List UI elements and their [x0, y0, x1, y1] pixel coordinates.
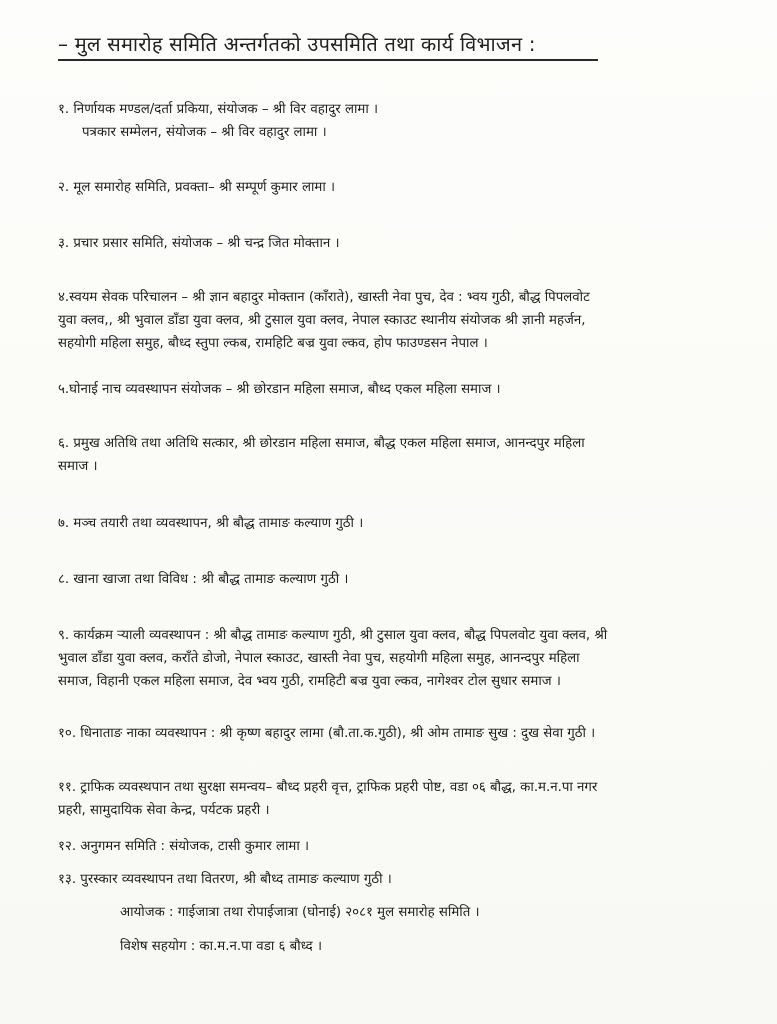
- item-5-line-1: ५.घोनाई नाच व्यवस्थापन संयोजक – श्री छोरडान महिला समाज, बौध्द एकल महिला समाज ।: [58, 382, 501, 397]
- item-4-line-3: सहयोगी महिला समुह, बौध्द स्तुपा ल्कब, रामहिटि बज्र युवा ल्कव, होप फाउण्डसन नेपाल ।: [58, 336, 488, 351]
- list-item-4: [58, 286, 758, 355]
- footer-special-support: विशेष सहयोग : का.म.न.पा वडा ६ बौध्द ।: [120, 939, 322, 954]
- item-11-line-2: प्रहरी, सामुदायिक सेवा केन्द्र, पर्यटक प्रहरी ।: [58, 803, 270, 818]
- list-item-5: [58, 378, 758, 401]
- item-1-line-2: पत्रकार सम्मेलन, संयोजक – श्री विर वहादुर लामा ।: [82, 125, 327, 140]
- item-9-line-1: ९. कार्यक्रम ऱ्याली व्यवस्थापन : श्री बौद्ध तामाङ कल्याण गुठी, श्री टुसाल युवा क्लव, बौद्ध पिपलवोट युवा क्लव, श्री: [58, 628, 608, 643]
- item-12-line-1: १२. अनुगमन समिति : संयोजक, टासी कुमार लामा ।: [58, 839, 310, 854]
- list-item-8: [58, 568, 758, 591]
- item-8-line-1: ८. खाना खाजा तथा विविध : श्री बौद्ध तामाङ कल्याण गुठी ।: [58, 572, 349, 587]
- list-item-9: [58, 624, 758, 693]
- item-4-line-2: युवा क्लव,, श्री भुवाल डाँडा युवा क्लव, श्री टुसाल युवा क्लव, नेपाल स्काउट स्थानीय संयोजक श्री ज्ञानी महर्जन,: [58, 313, 586, 328]
- item-13-line-1: १३. पुरस्कार व्यवस्थापन तथा वितरण, श्री बौध्द तामाङ कल्याण गुठी ।: [58, 872, 392, 887]
- item-2-line-1: २. मूल समारोह समिति, प्रवक्ता– श्री सम्पूर्ण कुमार लामा ।: [58, 180, 336, 195]
- list-item-11: [58, 776, 758, 822]
- list-item-7: [58, 512, 758, 535]
- item-11-line-1: ११. ट्राफिक व्यवस्थपान तथा सुरक्षा समन्वय– बौध्द प्रहरी वृत्त, ट्राफिक प्रहरी पोष्ट, वडा ०६ बौद्ध, का.म.न.पा नगर: [58, 780, 598, 795]
- footer-organizer: आयोजक : गाईजात्रा तथा रोपाईजात्रा (घोनाई) २०८१ मुल समारोह समिति ।: [120, 905, 480, 920]
- list-item-6: [58, 432, 758, 478]
- item-9-line-3: समाज, विहानी एकल महिला समाज, देव भ्वय गुठी, रामहिटी बज्र युवा ल्कव, नागेश्वर टोल सुधार समाज ।: [58, 674, 561, 689]
- item-3-line-1: ३. प्रचार प्रसार समिति, संयोजक – श्री चन्द्र जित मोक्तान ।: [58, 236, 340, 251]
- item-6-line-1: ६. प्रमुख अतिथि तथा अतिथि सत्कार, श्री छोरडान महिला समाज, बौद्ध एकल महिला समाज, आनन्दपुर महिला: [58, 436, 585, 451]
- list-item-1: [58, 98, 758, 144]
- item-6-line-2: समाज ।: [58, 459, 98, 474]
- document-title: – मुल समारोह समिति अन्तर्गतको उपसमिति तथा कार्य विभाजन :: [58, 32, 536, 56]
- title-underline: [58, 59, 598, 61]
- item-1-line-1: १. निर्णायक मण्डल/दर्ता प्रकिया, संयोजक – श्री विर वहादुर लामा ।: [58, 102, 379, 117]
- item-7-line-1: ७. मञ्च तयारी तथा व्यवस्थापन, श्री बौद्ध तामाङ कल्याण गुठी ।: [58, 516, 364, 531]
- list-item-12: [58, 835, 758, 858]
- item-4-line-1: ४.स्वयम सेवक परिचालन – श्री ज्ञान बहादुर मोक्तान (काँराते), खास्ती नेवा पुच, देव : भ्वय गुठी, बौद्ध पिपलवोट: [58, 290, 590, 305]
- list-item-10: [58, 722, 758, 745]
- list-item-13: [58, 868, 758, 891]
- item-9-line-2: भुवाल डाँडा युवा क्लव, कराँते डोजो, नेपाल स्काउट, खास्ती नेवा पुच, सहयोगी महिला समुह, आनन्दपुर महिला: [58, 651, 580, 666]
- list-item-2: [58, 176, 758, 199]
- list-item-3: [58, 232, 758, 255]
- item-10-line-1: १०. धिनाताङ नाका व्यवस्थापन : श्री कृष्ण बहादुर लामा (बौ.ता.क.गुठी), श्री ओम तामाङ सुख : दुख सेवा गुठी ।: [58, 726, 596, 741]
